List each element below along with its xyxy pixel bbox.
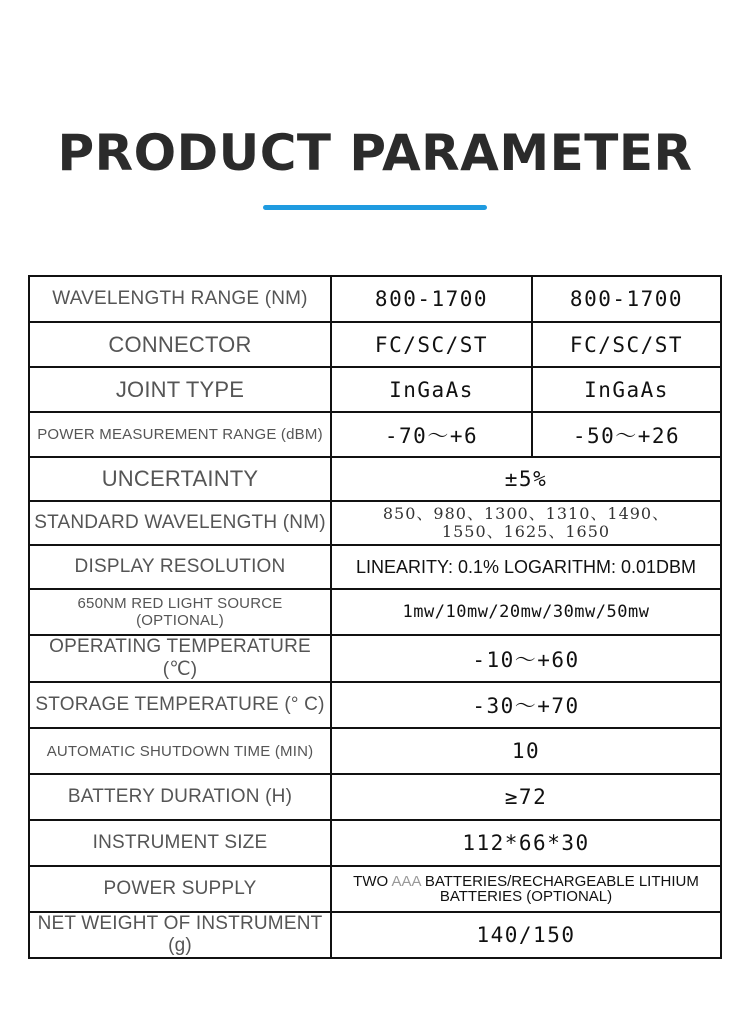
row-label: CONNECTOR xyxy=(29,322,331,367)
row-label: POWER MEASUREMENT RANGE (dBM) xyxy=(29,412,331,457)
row-value: 140/150 xyxy=(331,912,721,958)
row-value: InGaAs xyxy=(532,367,721,412)
row-value: 10 xyxy=(331,728,721,774)
table-row xyxy=(29,457,721,501)
value-line: BATTERIES (OPTIONAL) xyxy=(439,888,613,905)
table-row xyxy=(29,501,721,545)
table-row xyxy=(29,412,721,457)
row-value: -30～+70 xyxy=(331,682,721,728)
row-value: FC/SC/ST xyxy=(532,322,721,367)
page-title: PRODUCT PARAMETER xyxy=(57,124,693,182)
value-line xyxy=(336,874,716,889)
value-part: TWO xyxy=(353,873,389,890)
row-value: -10～+60 xyxy=(331,635,721,682)
row-label: DISPLAY RESOLUTION xyxy=(29,545,331,589)
row-value: ±5% xyxy=(331,457,721,501)
row-label: AUTOMATIC SHUTDOWN TIME (MIN) xyxy=(29,728,331,774)
value-line: 850、980、1300、1310、1490、 xyxy=(382,504,670,523)
table-row xyxy=(29,682,721,728)
row-value xyxy=(331,501,721,545)
title-underline xyxy=(263,205,487,210)
row-label: UNCERTAINTY xyxy=(29,457,331,501)
row-value: ≥72 xyxy=(331,774,721,820)
table-row xyxy=(29,866,721,912)
row-value: 112*66*30 xyxy=(331,820,721,866)
table-row xyxy=(29,589,721,635)
table-row xyxy=(29,635,721,682)
row-label: POWER SUPPLY xyxy=(29,866,331,912)
row-label: 650NM RED LIGHT SOURCE (OPTIONAL) xyxy=(29,589,331,635)
table-row xyxy=(29,774,721,820)
row-label: WAVELENGTH RANGE (NM) xyxy=(29,276,331,322)
row-value: FC/SC/ST xyxy=(331,322,532,367)
value-line: 1550、1625、1650 xyxy=(441,522,611,541)
row-value: 800-1700 xyxy=(331,276,532,322)
table-row xyxy=(29,728,721,774)
value-part: AAA xyxy=(391,873,421,890)
row-label: OPERATING TEMPERATURE (℃) xyxy=(29,635,331,682)
row-value: 1mw/10mw/20mw/30mw/50mw xyxy=(331,589,721,635)
row-value xyxy=(331,866,721,912)
row-value: -70～+6 xyxy=(331,412,532,457)
table-row xyxy=(29,912,721,958)
parameter-table xyxy=(28,275,722,959)
value-part: BATTERIES/RECHARGEABLE LITHIUM xyxy=(424,873,699,890)
table-row xyxy=(29,322,721,367)
row-label: INSTRUMENT SIZE xyxy=(29,820,331,866)
row-value: InGaAs xyxy=(331,367,532,412)
table-row xyxy=(29,367,721,412)
row-label: NET WEIGHT OF INSTRUMENT (g) xyxy=(29,912,331,958)
table-row xyxy=(29,820,721,866)
table-row xyxy=(29,545,721,589)
row-label: STANDARD WAVELENGTH (NM) xyxy=(29,501,331,545)
row-value: LINEARITY: 0.1% LOGARITHM: 0.01DBM xyxy=(331,545,721,589)
row-label: JOINT TYPE xyxy=(29,367,331,412)
row-label: STORAGE TEMPERATURE (° C) xyxy=(29,682,331,728)
row-value: 800-1700 xyxy=(532,276,721,322)
row-label: BATTERY DURATION (H) xyxy=(29,774,331,820)
row-value: -50～+26 xyxy=(532,412,721,457)
table-row xyxy=(29,276,721,322)
